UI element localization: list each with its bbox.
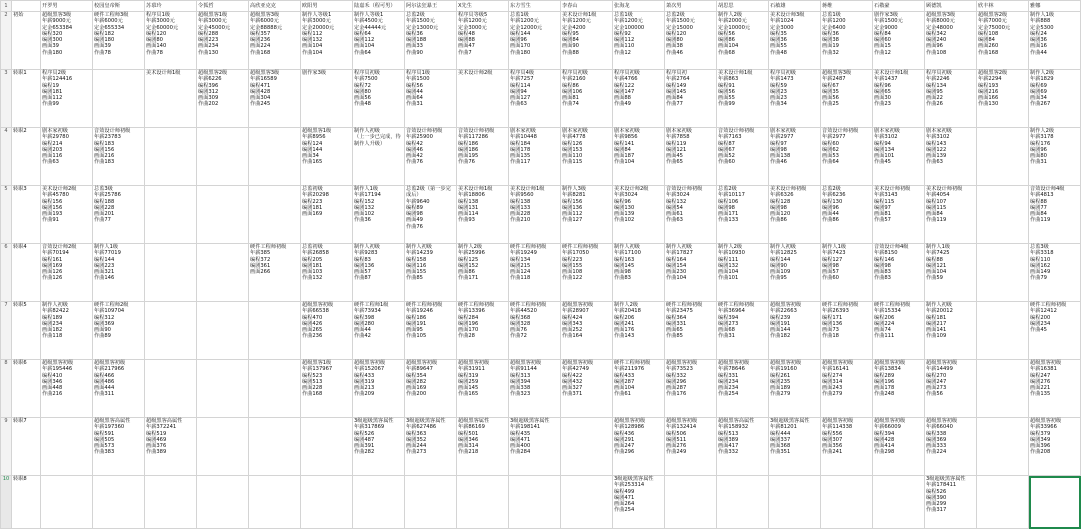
grid-cell[interactable]: 制作人1级 年薪77019 编程144 编剧223 画面321 作曲146 xyxy=(93,244,145,302)
grid-cell[interactable] xyxy=(41,476,93,529)
header-row xyxy=(1,1,1081,12)
column-header[interactable]: 雅娜 xyxy=(1029,1,1081,12)
grid-cell[interactable]: 超级黑客2级 年薪7000元 定金75000元 编程108 编剧84 画面260 作曲168 xyxy=(977,12,1029,70)
grid-cell[interactable]: 总监3级 年薪3318 编程110 编剧162 画面149 作曲79 xyxy=(1029,244,1081,302)
column-header[interactable]: 校园皇帝斯 xyxy=(93,1,145,12)
grid-cell[interactable] xyxy=(197,302,249,360)
grid-cell[interactable]: 美术设计师1级 年薪1200元 定金4200 编程95 编剧84 画面90 作曲88 xyxy=(561,12,613,70)
grid-cell[interactable]: 超级黑客初级 年薪66009 编程394 编剧428 画面414 作曲298 xyxy=(873,418,925,476)
grid-cell[interactable]: 制作人1级 年薪17194 编程152 编剧132 画面102 作曲36 xyxy=(353,186,405,244)
grid-cell[interactable] xyxy=(457,476,509,529)
grid-cell[interactable]: 音效设计师2级 年薪70194 编程161 编剧169 画面126 作曲126 xyxy=(41,244,93,302)
grid-cell[interactable]: 剧本家初级 年薪3102 编程94 编剧134 画面101 作曲45 xyxy=(873,128,925,186)
grid-cell[interactable] xyxy=(873,476,925,529)
grid-cell[interactable]: 音效设计师初级 年薪3024 编程132 编剧54 画面61 作曲63 xyxy=(665,186,717,244)
row-label-cell[interactable]: 转职7 xyxy=(12,418,41,476)
grid-cell[interactable]: 超级黑客初级 年薪19160 编程261 编剧235 画面189 作曲279 xyxy=(769,360,821,418)
grid-cell[interactable]: 音效设计师初级 年薪23783 编程183 编剧156 画面216 作曲183 xyxy=(93,128,145,186)
grid-cell[interactable]: 程序员初级 年薪2246 编程134 编剧95 画面22 作曲26 xyxy=(925,70,977,128)
grid-cell[interactable]: 3级超级黑客属性 年薪253314 编程499 编剧471 画面264 作曲254 xyxy=(613,476,665,529)
column-header[interactable]: 蒋维 xyxy=(821,1,873,12)
grid-cell[interactable]: 硬件工程师初级 年薪13396 编程284 编剧196 画面170 作曲28 xyxy=(457,302,509,360)
grid-cell[interactable]: 程序员4级 年薪7257 编程114 编剧94 画面127 作曲63 xyxy=(509,70,561,128)
grid-cell[interactable]: 总监1级 年薪1200元 定金12000元 编程144 编剧96 画面170 作曲180 xyxy=(509,12,561,70)
grid-cell[interactable]: 程序员初 年薪2764 编程149 编剧145 画面84 作曲77 xyxy=(665,70,717,128)
row-label-cell[interactable]: 转职6 xyxy=(12,360,41,418)
grid-cell[interactable] xyxy=(145,186,197,244)
grid-cell[interactable]: 硬件工程师初级 年薪211976 编程433 编剧287 画面104 作曲61 xyxy=(613,360,665,418)
grid-cell[interactable]: 美术设计师2级 年薪3024 编程96 编剧130 画面139 作曲102 xyxy=(613,186,665,244)
grid-cell[interactable]: 制作人初级 年薪17827 编程164 编剧154 画面230 作曲104 xyxy=(665,244,717,302)
grid-cell[interactable]: 制作人初级 年薪14239 编程158 编剧116 画面155 作曲85 xyxy=(405,244,457,302)
grid-cell[interactable] xyxy=(197,418,249,476)
grid-cell[interactable]: 超级黑客高属性 年薪158932 编程513 编剧389 画面417 作曲332 xyxy=(717,418,769,476)
grid-cell[interactable] xyxy=(249,302,301,360)
grid-cell[interactable]: 超级黑客初级 年薪132414 编程506 编剧511 画面276 作曲249 xyxy=(665,418,717,476)
corner-cell[interactable] xyxy=(12,1,41,12)
grid-cell[interactable]: 制作人2级 年薪10930 编程111 编剧132 画面104 作曲101 xyxy=(717,244,769,302)
grid-cell[interactable] xyxy=(977,128,1029,186)
grid-cell[interactable]: 超级黑客初级 年薪78646 编程331 编剧234 画面234 作曲254 xyxy=(717,360,769,418)
grid-cell[interactable]: 剧本家初级 年薪29780 编程214 编剧203 画面116 作曲63 xyxy=(41,128,93,186)
grid-cell[interactable]: 超级黑客1级 年薪137967 编程523 编剧513 画面228 作曲168 xyxy=(301,360,353,418)
column-header[interactable]: 苏慕玲 xyxy=(145,1,197,12)
column-header[interactable]: 高欣亚克克 xyxy=(249,1,301,12)
grid-cell[interactable]: 超级黑客属性 年薪86169 编程501 编剧346 画面314 作曲218 xyxy=(457,418,509,476)
grid-cell[interactable]: 剧本家初级 年薪7858 编程119 编剧121 画面45 作曲65 xyxy=(665,128,717,186)
column-header[interactable]: X先生 xyxy=(457,1,509,12)
grid-cell[interactable] xyxy=(405,476,457,529)
grid-cell[interactable]: 超级黑客初级 年薪91144 编程313 编剧394 画面338 作曲323 xyxy=(509,360,561,418)
column-header[interactable]: 萧次男 xyxy=(665,1,717,12)
row-number[interactable]: 1 xyxy=(1,1,12,12)
grid-cell[interactable]: 硬件工程师初级 年薪19249 编程134 编剧215 画面124 作曲118 xyxy=(509,244,561,302)
row-label-cell[interactable]: 转职8 xyxy=(12,476,41,529)
grid-cell[interactable]: 超级黑客高属性 年薪197360 编程591 编剧505 画面573 作曲383 xyxy=(93,418,145,476)
grid-cell[interactable]: 总监初级 年薪26858 编程205 编剧181 画面103 作曲132 xyxy=(301,244,353,302)
grid-cell[interactable]: 超级黑客1级 年薪3000元 定金45000元 编程288 编剧223 画面234 作曲130 xyxy=(197,12,249,70)
grid-cell[interactable]: 制作人等级1 年薪3000元 定金20000元 编程112 编剧132 画面104 作曲104 xyxy=(301,12,353,70)
grid-cell[interactable]: 程序员等级5 年薪1200元 定金3000元 编程48 编剧88 画面47 作曲7 xyxy=(457,12,509,70)
grid-cell[interactable]: 超级黑客初级 年薪195446 编程410 编剧346 画面448 作曲216 xyxy=(41,360,93,418)
grid-cell[interactable]: 制作人初级 年薪20012 编程181 编剧217 画面141 作曲109 xyxy=(925,302,977,360)
grid-cell[interactable]: 超级黑客初级 年薪16381 编程247 编剧276 画面221 作曲135 xyxy=(1029,360,1081,418)
grid-cell[interactable]: 超级黑客3级 年薪8000元 定金48000 编程342 编剧240 画面96 作曲108 xyxy=(925,12,977,70)
column-header[interactable]: 胡思思 xyxy=(717,1,769,12)
grid-cell[interactable]: 剧本家初级 年薪9856 编程141 编剧84 画面187 作曲104 xyxy=(613,128,665,186)
grid-cell[interactable]: 剧本家初级 年薪10448 编程184 编剧178 画面135 作曲117 xyxy=(509,128,561,186)
grid-cell[interactable]: 硬件工程师初级 年薪23475 编程364 编剧331 画面65 作曲85 xyxy=(665,302,717,360)
grid-cell[interactable] xyxy=(93,70,145,128)
grid-cell[interactable]: 超级黑客初级 年薪22663 编程239 编剧191 画面144 作曲182 xyxy=(769,302,821,360)
grid-cell[interactable] xyxy=(93,476,145,529)
grid-cell[interactable]: 总监3级 年薪25786 编程188 编剧228 画面201 作曲77 xyxy=(93,186,145,244)
grid-cell[interactable]: 超级黑客初级 年薪73523 编程332 编剧296 画面287 作曲176 xyxy=(665,360,717,418)
grid-cell[interactable]: 制作人1级 年薪7425 编程88 编剧121 画面104 作曲59 xyxy=(925,244,977,302)
grid-cell[interactable]: 3级超级黑客属性 年薪178411 编程526 编剧390 画面299 作曲317 xyxy=(925,476,977,529)
grid-cell[interactable]: 美术设计师1级 xyxy=(145,70,197,128)
grid-cell[interactable] xyxy=(145,128,197,186)
column-header[interactable]: 阿尔法狂暴王 xyxy=(405,1,457,12)
grid-cell[interactable] xyxy=(249,418,301,476)
grid-cell[interactable]: 总监2级（第一步完成后） 年薪9640 编程89 编剧98 画面49 作曲76 xyxy=(405,186,457,244)
grid-cell[interactable]: 总监1级 年薪1200元 定金100000 编程92 编剧112 画面110 作曲12 xyxy=(613,12,665,70)
grid-cell[interactable]: 超级黑客3级 年薪9000元 定金653384 编程320 编剧300 画面39 作曲180 xyxy=(41,12,93,70)
grid-cell[interactable]: 超级黑客初级 年薪14499 编程270 编剧247 画面273 作曲56 xyxy=(925,360,977,418)
grid-cell[interactable] xyxy=(977,302,1029,360)
table-row xyxy=(1,244,1081,302)
grid-cell[interactable]: 程序员2级 年薪124416 编程19 编剧181 画面112 作曲99 xyxy=(41,70,93,128)
grid-cell[interactable]: 超级黑客初级 年薪66040 编程338 编剧369 画面333 作曲224 xyxy=(925,418,977,476)
grid-cell[interactable] xyxy=(41,418,93,476)
grid-cell[interactable]: 硬件工程师初级 年薪15334 编程206 编剧224 画面74 作曲111 xyxy=(873,302,925,360)
table-row xyxy=(1,360,1081,418)
grid-cell[interactable]: 超级黑客初级 年薪128986 编程436 编剧291 画面247 作曲296 xyxy=(613,418,665,476)
column-header[interactable]: 石敏雄 xyxy=(769,1,821,12)
grid-cell[interactable] xyxy=(301,476,353,529)
grid-cell[interactable] xyxy=(977,186,1029,244)
grid-cell[interactable]: 硬件工程师初级 年薪44520 编程368 编剧328 画面76 作曲72 xyxy=(509,302,561,360)
grid-cell[interactable]: 超级黑客初级 年薪28907 编程424 编剧343 画面252 作曲164 xyxy=(561,302,613,360)
row-number[interactable]: 9 xyxy=(1,418,12,476)
grid-cell[interactable]: 美术设计师初级 年薪4054 编程107 编剧115 画面84 作曲119 xyxy=(925,186,977,244)
grid-cell[interactable]: 3级超级黑客属性 年薪317869 编程526 编剧487 画面391 作曲282 xyxy=(353,418,405,476)
table-row xyxy=(1,476,1081,529)
grid-cell[interactable]: 制作人3级 年薪8281 编程156 编剧136 画面112 作曲127 xyxy=(561,186,613,244)
column-header[interactable]: 欣丰林 xyxy=(977,1,1029,12)
grid-cell[interactable]: 美术设计师1级 年薪9560 编程138 编剧133 画面228 作曲210 xyxy=(509,186,561,244)
grid-cell[interactable]: 超级黑客初级 年薪114338 编程556 编剧307 画面356 作曲241 xyxy=(821,418,873,476)
grid-cell[interactable] xyxy=(197,128,249,186)
row-number[interactable]: 7 xyxy=(1,302,12,360)
grid-cell[interactable]: 程序员初级 年薪1473 编程59 编剧23 画面23 作曲34 xyxy=(769,70,821,128)
selected-cell[interactable] xyxy=(1029,476,1081,529)
column-header[interactable]: 令狐哲 xyxy=(197,1,249,12)
grid-cell[interactable] xyxy=(977,418,1029,476)
row-number[interactable]: 2 xyxy=(1,12,12,70)
grid-cell[interactable]: 硬件工程师初级 年薪17050 编程223 编剧155 画面108 作曲122 xyxy=(561,244,613,302)
grid-cell[interactable]: 制作人2级 年薪3178 编程176 编剧96 画面80 作曲31 xyxy=(1029,128,1081,186)
grid-cell[interactable]: 音效设计师初级 年薪25900 编程42 编剧46 画面42 作曲76 xyxy=(405,128,457,186)
grid-cell[interactable] xyxy=(977,244,1029,302)
column-header[interactable]: 陆嘉禾（程可男） xyxy=(353,1,405,12)
column-header[interactable]: 石敬豪 xyxy=(873,1,925,12)
grid-cell[interactable]: 总监2级 年薪1500元 定金13000元 编程36 编剧188 画面33 作曲90 xyxy=(405,12,457,70)
grid-cell[interactable]: 超级黑客1级 年薪8956 编程124 编剧144 画面34 作曲165 xyxy=(301,128,353,186)
grid-cell[interactable]: 制作人1级 年薪7423 编程127 编剧98 画面57 作曲60 xyxy=(821,244,873,302)
column-header[interactable]: 欧阳男 xyxy=(301,1,353,12)
grid-cell[interactable]: 硬件工程师初级 年薪26393 编程171 编剧136 画面73 作曲18 xyxy=(821,302,873,360)
column-header[interactable]: 张海龙 xyxy=(613,1,665,12)
grid-cell[interactable]: 超级黑客初级 年薪42749 编程422 编剧432 画面327 作曲371 xyxy=(561,360,613,418)
grid-cell[interactable]: 制作人初级 年薪82422 编程189 编剧234 画面182 作曲118 xyxy=(41,302,93,360)
column-header[interactable]: 东方雪生 xyxy=(509,1,561,12)
table-row xyxy=(1,128,1081,186)
grid-cell[interactable]: 硬件工程师初级 年薪385 编程372 编剧361 画面266 xyxy=(249,244,301,302)
grid-cell[interactable]: 音效设计师初级 年薪2977 编程60 编剧62 画面53 作曲64 xyxy=(821,128,873,186)
grid-cell[interactable]: 剧本家初级 年薪3102 编程143 编剧122 画面139 作曲63 xyxy=(925,128,977,186)
grid-cell[interactable]: 美术设计师初级 年薪6326 编程128 编剧98 画面120 作曲86 xyxy=(769,186,821,244)
grid-cell[interactable] xyxy=(249,128,301,186)
grid-cell[interactable]: 美术设计师1级 年薪863 编程91 编剧56 画面55 作曲99 xyxy=(717,70,769,128)
grid-cell[interactable]: 音效设计师4级 年薪8150 编程146 编剧98 画面83 作曲83 xyxy=(873,244,925,302)
table-row xyxy=(1,418,1081,476)
grid-cell[interactable]: 程序员初级 年薪2160 编程86 编剧106 画面81 作曲74 xyxy=(561,70,613,128)
grid-cell[interactable]: 剧作家3级 年薪1500元 定金9000 编程84 编剧60 画面15 作曲12 xyxy=(873,12,925,70)
grid-cell[interactable] xyxy=(561,418,613,476)
column-header[interactable]: 开罗男 xyxy=(41,1,93,12)
grid-cell[interactable]: 制作人初级 年薪17100 编程163 编剧145 画面98 作曲83 xyxy=(613,244,665,302)
grid-cell[interactable]: 制作人初级 年薪12825 编程144 编剧90 画面109 作曲95 xyxy=(769,244,821,302)
grid-cell[interactable]: 剧本家初级 年薪4778 编程126 编剧153 画面110 作曲115 xyxy=(561,128,613,186)
grid-cell[interactable]: 3级超级黑客属性 年薪81201 编程444 编剧337 画面368 作曲351 xyxy=(769,418,821,476)
grid-cell[interactable]: 超级黑客3级 年薪2487 编程67 编剧35 画面56 作曲25 xyxy=(821,70,873,128)
grid-cell[interactable]: 3级超级黑客属性 年薪198141 编程435 编剧471 画面400 作曲284 xyxy=(509,418,561,476)
grid-cell[interactable]: 总监2级 年薪6236 编程130 编剧96 画面44 作曲86 xyxy=(821,186,873,244)
column-header[interactable]: 顾德凯 xyxy=(925,1,977,12)
grid-cell[interactable] xyxy=(665,476,717,529)
grid-cell[interactable]: 制作人1级 年薪888 定金5300 编程24 编剧36 画面16 作曲44 xyxy=(1029,12,1081,70)
grid-cell[interactable] xyxy=(821,476,873,529)
grid-cell[interactable]: 超级黑客初级 年薪33966 编程379 编剧349 画面396 作曲208 xyxy=(1029,418,1081,476)
grid-cell[interactable] xyxy=(197,244,249,302)
grid-cell[interactable]: 超级黑客初级 年薪66538 编程470 编剧426 画面265 作曲236 xyxy=(301,302,353,360)
table-row xyxy=(1,186,1081,244)
grid-cell[interactable]: 超级黑客2级 年薪6226 编程396 编剧312 画面309 作曲202 xyxy=(197,70,249,128)
grid-cell[interactable]: 硬件工程师初级 年薪19246 编程186 编剧191 画面95 作曲105 xyxy=(405,302,457,360)
grid-cell[interactable] xyxy=(249,360,301,418)
grid-cell[interactable] xyxy=(509,476,561,529)
row-label-cell[interactable]: 转职1 xyxy=(12,70,41,128)
grid-cell[interactable]: 超级黑客初级 年薪89647 编程354 编剧282 画面169 作曲200 xyxy=(405,360,457,418)
grid-cell[interactable]: 超级黑客3级 年薪16589 编程471 编剧428 画面304 作曲245 xyxy=(249,70,301,128)
grid-cell[interactable]: 程序员初级 年薪4766 编程122 编剧147 画面88 作曲49 xyxy=(613,70,665,128)
grid-cell[interactable]: 剧本家初级 年薪2977 编程97 编剧98 画面138 作曲46 xyxy=(769,128,821,186)
grid-cell[interactable]: 音效设计师初级 年薪117286 编程186 编剧186 画面195 作曲76 xyxy=(457,128,509,186)
grid-cell[interactable]: 超级黑客3级 年薪6000元 定金88888元 编程357 编剧236 画面224 作曲168 xyxy=(249,12,301,70)
grid-cell[interactable]: 制作人初级 年薪9283 编程83 编剧136 画面57 作曲87 xyxy=(353,244,405,302)
table-row xyxy=(1,302,1081,360)
grid-cell[interactable] xyxy=(249,476,301,529)
grid-cell[interactable]: 美术设计师2级 年薪45780 编程156 编剧156 画面193 作曲91 xyxy=(41,186,93,244)
grid-cell[interactable]: 程序员初级 年薪7500 编程72 编剧80 画面56 作曲48 xyxy=(353,70,405,128)
grid-cell[interactable]: 硬件工程师2级 年薪109704 编程312 编剧369 画面90 作曲89 xyxy=(93,302,145,360)
grid-cell[interactable]: 美术设计师1级 年薪1437 编程96 编剧65 画面30 作曲23 xyxy=(873,70,925,128)
grid-cell[interactable]: 超级黑客2级 年薪2294 编程193 编剧216 画面166 作曲130 xyxy=(977,70,1029,128)
row-label-cell[interactable]: 转职2 xyxy=(12,128,41,186)
row-label-cell[interactable]: 转职3 xyxy=(12,186,41,244)
grid-cell[interactable]: 超级黑客初级 年薪152067 编程433 编剧319 画面213 作曲209 xyxy=(353,360,405,418)
row-number[interactable]: 3 xyxy=(1,70,12,128)
grid-cell[interactable]: 制作人等级1 年薪4500元 定金44444元 编程64 编剧112 画面104 作曲64 xyxy=(353,12,405,70)
row-number[interactable]: 6 xyxy=(1,244,12,302)
grid-cell[interactable] xyxy=(145,244,197,302)
row-number[interactable]: 4 xyxy=(1,128,12,186)
grid-cell[interactable]: 硬件工程师初级 年薪36964 编程394 编剧273 画面68 作曲31 xyxy=(717,302,769,360)
grid-cell[interactable]: 程序员1级 年薪3000元 定金60000元 编程120 编剧80 画面140 作曲78 xyxy=(145,12,197,70)
row-number[interactable]: 8 xyxy=(1,360,12,418)
grid-cell[interactable]: 美术设计师初级 年薪3143 编程115 编剧97 画面81 作曲57 xyxy=(873,186,925,244)
grid-cell[interactable]: 制作人初级 （上一步已完成，待制作人升级） xyxy=(353,128,405,186)
grid-cell[interactable]: 硬件工程师初级 年薪12412 编程200 编剧234 作曲45 xyxy=(1029,302,1081,360)
grid-cell[interactable] xyxy=(145,302,197,360)
grid-cell[interactable]: 3级超级黑客属性 年薪627486 编程363 编剧352 画面244 作曲273 xyxy=(405,418,457,476)
grid-cell[interactable]: 总监初级 年薪20298 编程223 编剧181 画面169 xyxy=(301,186,353,244)
grid-cell[interactable] xyxy=(977,476,1029,529)
grid-cell[interactable] xyxy=(717,476,769,529)
grid-cell[interactable]: 硬件工程师3级 年薪6000元 定金655334 编程182 编剧180 画面39 作曲78 xyxy=(93,12,145,70)
grid-cell[interactable]: 总监1级 年薪1200 定金6400 编程36 编剧38 画面19 作曲32 xyxy=(821,12,873,70)
grid-cell[interactable]: 美术设计师2级 xyxy=(457,70,509,128)
grid-cell[interactable]: 总监2级 年薪1500元 定金15000 编程120 编剧80 画面38 作曲46 xyxy=(665,12,717,70)
grid-cell[interactable]: 超级黑客初级 年薪16141 编程274 编剧314 画面243 作曲279 xyxy=(821,360,873,418)
row-label-cell[interactable]: 初始 xyxy=(12,12,41,70)
grid-cell[interactable] xyxy=(353,476,405,529)
row-number[interactable]: 10 xyxy=(1,476,12,529)
grid-cell[interactable]: 美术设计师1级 年薪18806 编程138 编剧131 画面114 作曲93 xyxy=(457,186,509,244)
grid-cell[interactable] xyxy=(197,186,249,244)
grid-cell[interactable]: 超级黑客初级 年薪31911 编程319 编剧259 画面145 作曲165 xyxy=(457,360,509,418)
grid-cell[interactable]: 制作人2级 年薪2000元 定金10000元 编程56 编剧86 画面104 作曲68 xyxy=(717,12,769,70)
grid-cell[interactable] xyxy=(197,476,249,529)
grid-cell[interactable]: 程序员1级 年薪1500 编程56 编剧44 画面64 作曲31 xyxy=(405,70,457,128)
grid-cell[interactable] xyxy=(769,476,821,529)
grid-cell[interactable]: 音效设计师初级 年薪7163 编程87 编剧67 画面52 作曲60 xyxy=(717,128,769,186)
table-row xyxy=(1,70,1081,128)
grid-cell[interactable] xyxy=(977,360,1029,418)
grid-cell[interactable] xyxy=(145,360,197,418)
grid-cell[interactable]: 超级黑客初级 年薪217966 编程466 编剧486 画面444 作曲311 xyxy=(93,360,145,418)
grid-cell[interactable]: 美术设计师3级 年薪1024 定金3000 编程35 编剧36 画面55 作曲48 xyxy=(769,12,821,70)
column-header[interactable]: 李春山 xyxy=(561,1,613,12)
grid-cell[interactable]: 剧作家3级 xyxy=(301,70,353,128)
grid-cell[interactable]: 制作人2级 年薪1829 编程69 编剧69 画面34 作曲267 xyxy=(1029,70,1081,128)
grid-cell[interactable]: 总监2级 年薪10117 编程106 编剧98 画面171 作曲133 xyxy=(717,186,769,244)
row-label-cell[interactable]: 转职4 xyxy=(12,244,41,302)
row-label-cell[interactable]: 转职5 xyxy=(12,302,41,360)
grid-cell[interactable]: 超级黑客初级 年薪13834 编程289 编剧196 画面178 作曲248 xyxy=(873,360,925,418)
grid-cell[interactable] xyxy=(145,476,197,529)
grid-cell[interactable]: 制作人2级 年薪25996 编程125 编剧152 画面86 作曲171 xyxy=(457,244,509,302)
grid-cell[interactable] xyxy=(197,360,249,418)
row-number[interactable]: 5 xyxy=(1,186,12,244)
table-row xyxy=(1,12,1081,70)
grid-cell[interactable]: 制作人2级 年薪20418 编程206 编剧241 画面176 作曲143 xyxy=(613,302,665,360)
grid-cell[interactable]: 硬件工程师1级 年薪73934 编程398 编剧280 画面44 作曲42 xyxy=(353,302,405,360)
grid-cell[interactable]: 超级黑客高属性 年薪372241 编程519 编剧469 画面376 作曲389 xyxy=(145,418,197,476)
grid-cell[interactable]: 音效设计师4级 年薪4813 编程88 编剧77 画面84 作曲119 xyxy=(1029,186,1081,244)
grid-cell[interactable] xyxy=(249,186,301,244)
grid-cell[interactable] xyxy=(561,476,613,529)
grid-cell[interactable] xyxy=(301,418,353,476)
